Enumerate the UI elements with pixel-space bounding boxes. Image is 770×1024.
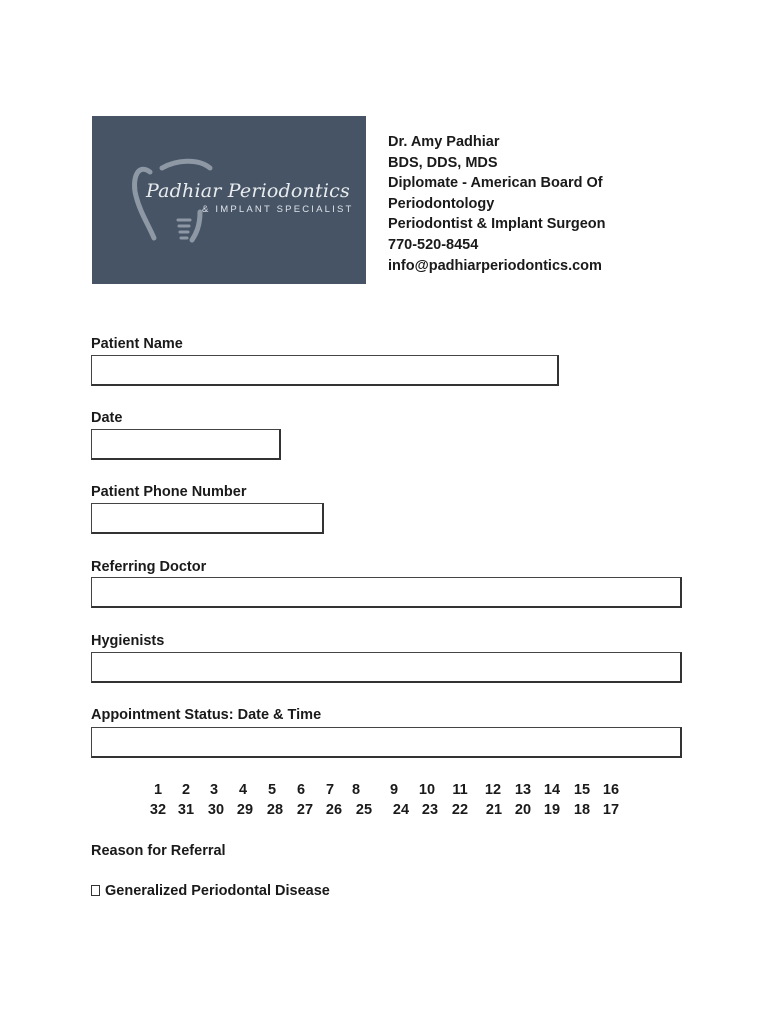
tooth-number[interactable]: 30 [207,802,225,818]
doctor-degrees: BDS, DDS, MDS [388,154,498,171]
hygienists-input[interactable] [91,652,682,683]
tooth-number[interactable]: 26 [325,802,343,818]
tooth-number[interactable]: 24 [392,802,410,818]
tooth-chart [0,782,770,826]
doctor-info [388,132,606,276]
doctor-board: Diplomate - American Board Of [388,175,603,192]
doctor-email[interactable]: info@padhiarperiodontics.com [388,257,602,274]
date-input[interactable] [91,429,281,460]
logo-tagline: & IMPLANT SPECIALIST [202,204,354,215]
doctor-phone[interactable]: 770-520-8454 [388,236,479,253]
logo-name: Padhiar Periodontics [146,180,350,202]
tooth-number[interactable]: 6 [296,782,306,798]
hygienists-label: Hygienists [91,633,165,649]
tooth-number[interactable]: 17 [602,802,620,818]
tooth-number[interactable]: 27 [296,802,314,818]
tooth-number[interactable]: 8 [351,782,361,798]
tooth-number[interactable]: 14 [543,782,561,798]
upper-teeth-row [0,782,770,802]
tooth-number[interactable]: 31 [177,802,195,818]
doctor-specialty: Periodontist & Implant Surgeon [388,216,606,233]
patient-name-label: Patient Name [91,336,183,352]
tooth-number[interactable]: 11 [452,782,468,798]
referral-heading: Reason for Referral [91,843,226,859]
tooth-number[interactable]: 4 [238,782,248,798]
tooth-number[interactable]: 7 [325,782,335,798]
referring-doctor-input[interactable] [91,577,682,608]
generalized-periodontal-checkbox[interactable] [91,885,100,896]
tooth-number[interactable]: 28 [266,802,284,818]
tooth-number[interactable]: 29 [236,802,254,818]
date-label: Date [91,410,123,426]
tooth-number[interactable]: 21 [485,802,503,818]
tooth-number[interactable]: 5 [267,782,277,798]
referral-option-label: Generalized Periodontal Disease [105,883,330,899]
tooth-number[interactable]: 12 [484,782,502,798]
tooth-number[interactable]: 13 [514,782,532,798]
tooth-number[interactable]: 2 [181,782,191,798]
tooth-number[interactable]: 10 [418,782,436,798]
tooth-number[interactable]: 23 [421,802,439,818]
referring-doctor-label: Referring Doctor [91,559,207,575]
phone-label: Patient Phone Number [91,484,247,500]
tooth-number[interactable]: 19 [543,802,561,818]
tooth-number[interactable]: 18 [573,802,591,818]
referral-option [91,883,330,899]
tooth-number[interactable]: 3 [209,782,219,798]
doctor-board-field: Periodontology [388,195,495,212]
tooth-number[interactable]: 9 [389,782,399,798]
tooth-number[interactable]: 15 [573,782,591,798]
appointment-label: Appointment Status: Date & Time [91,707,322,723]
doctor-name: Dr. Amy Padhiar [388,134,500,150]
tooth-number[interactable]: 16 [602,782,620,798]
lower-teeth-row [0,802,770,822]
phone-input[interactable] [91,503,324,534]
tooth-number[interactable]: 20 [514,802,532,818]
tooth-number[interactable]: 32 [149,802,167,818]
appointment-input[interactable] [91,727,682,758]
tooth-number[interactable]: 25 [355,802,373,818]
tooth-number[interactable]: 1 [153,782,163,798]
practice-logo [92,116,366,284]
patient-name-input[interactable] [91,355,559,386]
tooth-number[interactable]: 22 [451,802,469,818]
